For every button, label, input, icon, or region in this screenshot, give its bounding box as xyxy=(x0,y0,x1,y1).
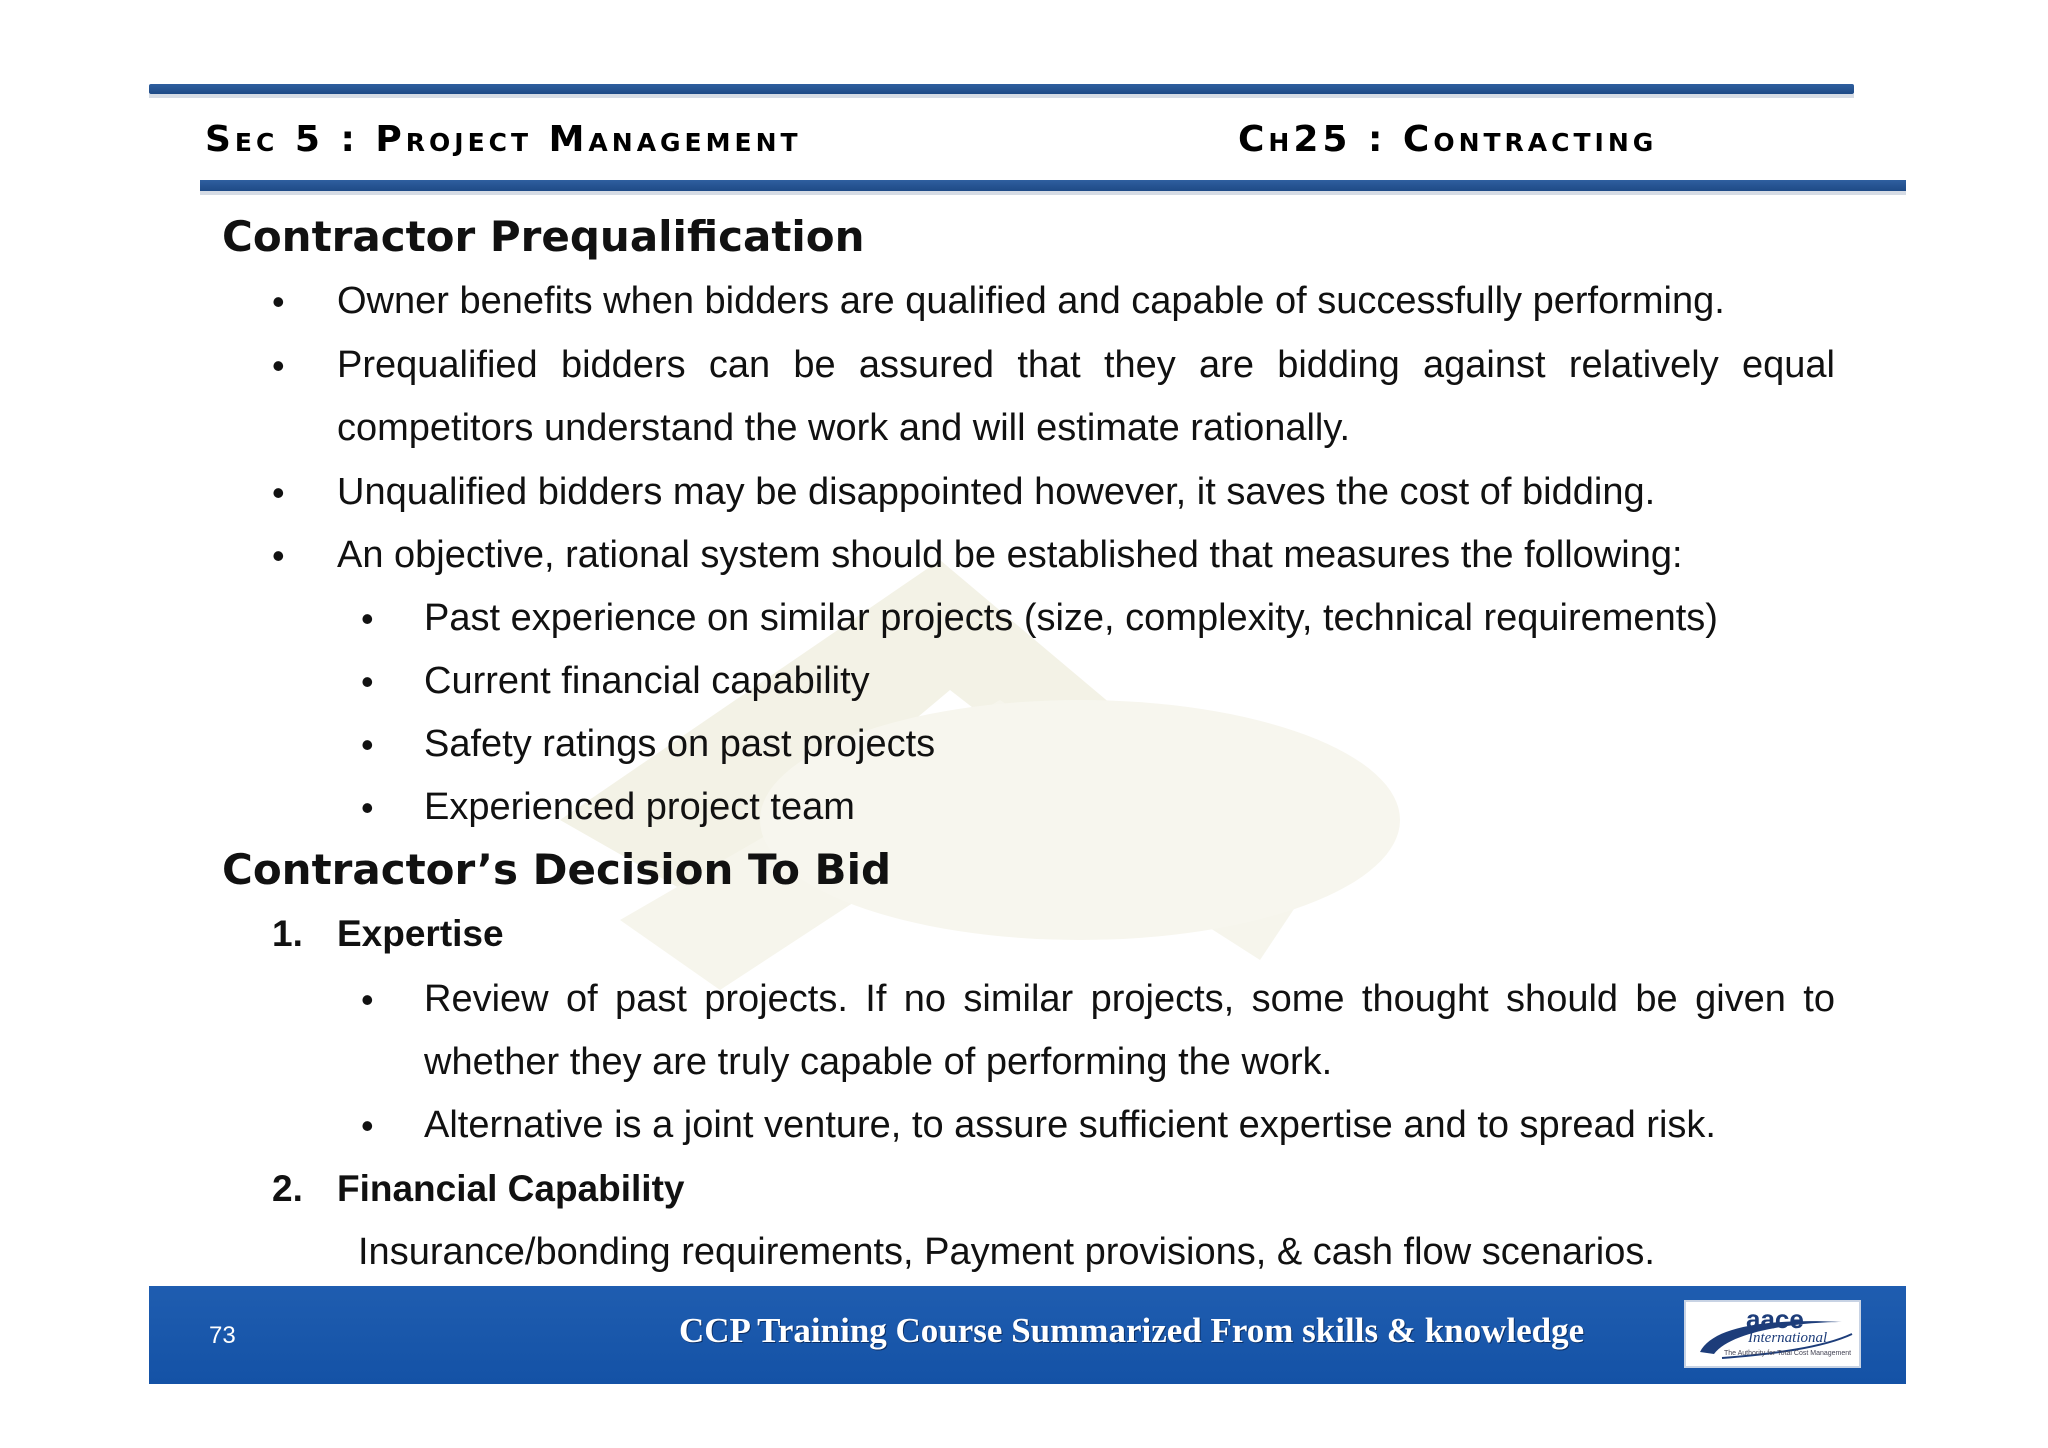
bullet-glyph: • xyxy=(361,979,374,1020)
measure-sub-bullet-3: Safety ratings on past projects xyxy=(424,723,936,765)
bullet-glyph: • xyxy=(272,281,285,322)
section-title-decision-to-bid: Contractor’s Decision To Bid xyxy=(222,845,892,894)
item-label-financial-capability: Financial Capability xyxy=(337,1168,685,1209)
logo-tagline: The Authority for Total Cost Management xyxy=(1724,1350,1852,1357)
item-number: 2. xyxy=(272,1168,303,1209)
bullet-glyph: • xyxy=(272,472,285,513)
page-number: 73 xyxy=(209,1322,236,1349)
bullet-glyph: • xyxy=(361,787,374,828)
footer-course-text: CCP Training Course Summarized From skills & knowledge xyxy=(679,1311,1585,1350)
item-number: 1. xyxy=(272,913,303,954)
item-label-expertise: Expertise xyxy=(337,913,504,954)
section-heading: Sec 5 : Project Management xyxy=(205,119,802,160)
measure-sub-bullet-1: Past experience on similar projects (size, complexity, technical requirements) xyxy=(424,597,1718,639)
section-title-prequalification: Contractor Prequalification xyxy=(222,212,865,261)
bullet-glyph: • xyxy=(361,661,374,702)
prequal-bullet-2-line-1: Prequalified bidders can be assured that they are bidding against relatively equal xyxy=(337,344,1835,386)
prequal-bullet-2-line-2: competitors understand the work and will estimate rationally. xyxy=(337,407,1351,449)
prequal-bullet-1: Owner benefits when bidders are qualified and capable of successfully performing. xyxy=(337,280,1725,322)
logo-sub-text: International xyxy=(1748,1330,1828,1346)
expertise-bullet-1-line-2: whether they are truly capable of performing the work. xyxy=(424,1041,1333,1083)
footer-bar xyxy=(149,1286,1906,1384)
bullet-glyph: • xyxy=(361,598,374,639)
bullet-glyph: • xyxy=(272,535,285,576)
prequal-bullet-3: Unqualified bidders may be disappointed however, it saves the cost of bidding. xyxy=(337,471,1656,513)
measure-sub-bullet-2: Current financial capability xyxy=(424,660,870,702)
bullet-glyph: • xyxy=(361,1105,374,1146)
financial-capability-text: Insurance/bonding requirements, Payment provisions, & cash flow scenarios. xyxy=(358,1231,1655,1273)
prequal-bullet-4: An objective, rational system should be established that measures the following: xyxy=(337,534,1683,576)
bullet-glyph: • xyxy=(272,345,285,386)
expertise-bullet-2: Alternative is a joint venture, to assure sufficient expertise and to spread risk. xyxy=(424,1104,1716,1146)
logo-main-text: aace xyxy=(1746,1304,1804,1334)
chapter-heading: Ch25 : Contracting xyxy=(1238,119,1658,160)
measure-sub-bullet-4: Experienced project team xyxy=(424,786,855,828)
aace-logo xyxy=(1684,1300,1861,1368)
bullet-glyph: • xyxy=(361,724,374,765)
expertise-bullet-1-line-1: Review of past projects. If no similar projects, some thought should be given to xyxy=(424,978,1835,1020)
